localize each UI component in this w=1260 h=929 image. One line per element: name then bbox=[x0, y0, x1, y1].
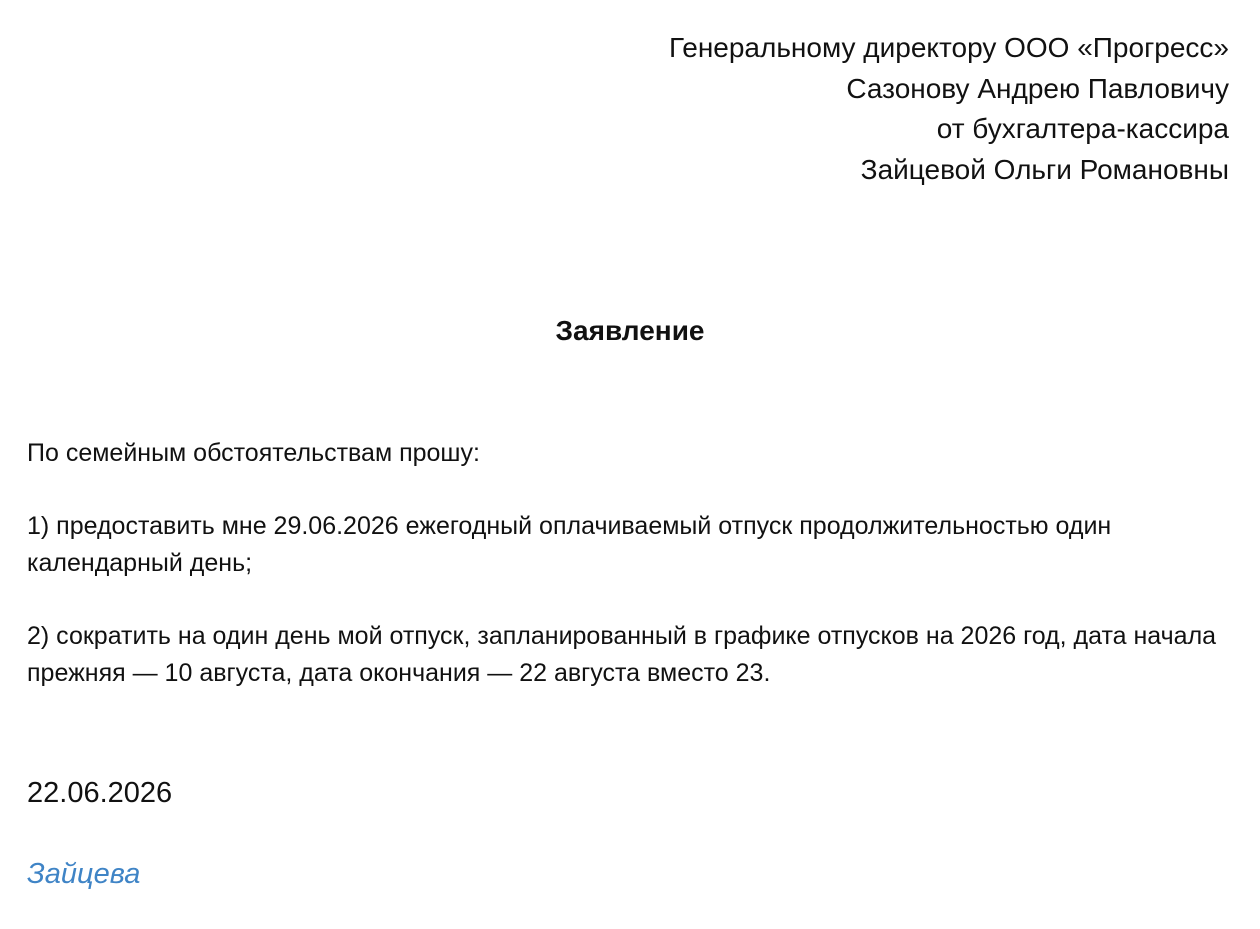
document-date: 22.06.2026 bbox=[27, 777, 173, 809]
sender-line-position: от бухгалтера-кассира bbox=[936, 113, 1229, 144]
body-intro: По семейным обстоятельствам прошу: bbox=[27, 439, 480, 467]
document-body bbox=[27, 435, 1227, 692]
addressee-line-position: Генеральному директору ООО «Прогресс» bbox=[668, 32, 1229, 63]
addressee-block bbox=[669, 28, 1229, 190]
signature: Зайцева bbox=[27, 858, 141, 890]
addressee-line-name: Сазонову Андрею Павловичу bbox=[846, 72, 1229, 104]
body-item-1: 1) предоставить мне 29.06.2026 ежегодный оплачиваемый отпуск продолжительностью один календарный день; bbox=[27, 512, 1112, 577]
sender-line-name: Зайцевой Ольги Романовны bbox=[860, 153, 1229, 185]
document-title: Заявление bbox=[555, 315, 705, 346]
body-item-2: 2) сократить на один день мой отпуск, запланированный в графике отпусков на 2026 год, дата начала прежняя — 10 августа, дата окончания — 22 августа вместо 23. bbox=[27, 622, 1217, 687]
